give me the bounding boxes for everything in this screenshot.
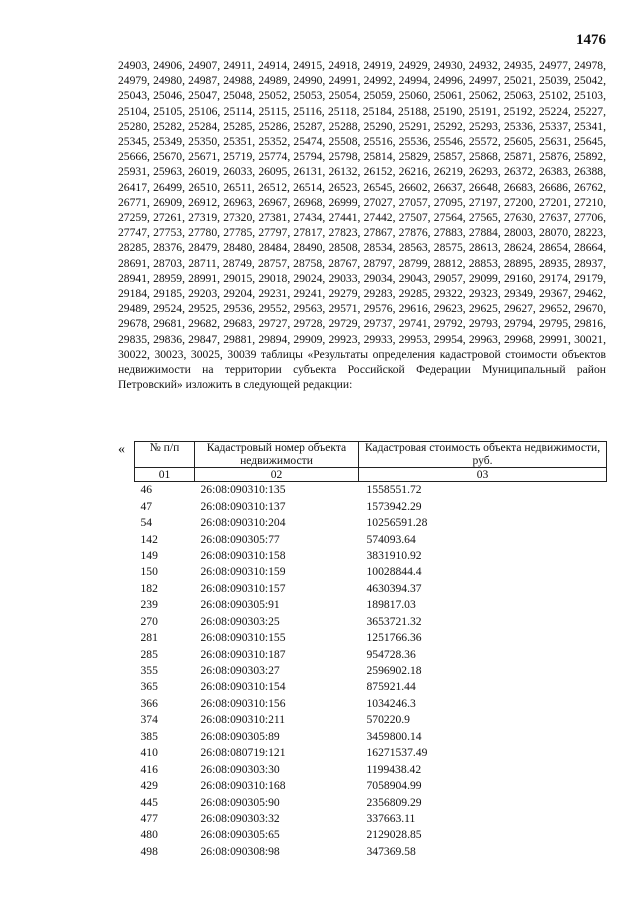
row-cadastral-value: 10256591.28 bbox=[366, 516, 428, 530]
row-cadastral-value: 1034246.3 bbox=[366, 696, 416, 710]
column-number: 03 bbox=[359, 468, 607, 482]
row-index: 355 bbox=[140, 664, 158, 678]
row-cadastral-number: 26:08:090310:156 bbox=[200, 696, 286, 710]
row-cadastral-value: 1199438.42 bbox=[366, 762, 422, 776]
page-number: 1476 bbox=[576, 32, 606, 48]
row-cadastral-number: 26:08:090305:91 bbox=[200, 598, 280, 612]
row-cadastral-value: 16271537.49 bbox=[366, 746, 428, 760]
table-row bbox=[135, 712, 607, 728]
table-row bbox=[135, 778, 607, 794]
row-cadastral-number: 26:08:080719:121 bbox=[200, 746, 286, 760]
row-cadastral-value: 7058904.99 bbox=[366, 779, 422, 793]
row-cadastral-number: 26:08:090310:211 bbox=[200, 713, 286, 727]
table-row bbox=[135, 548, 607, 564]
row-cadastral-number: 26:08:090310:158 bbox=[200, 548, 286, 562]
row-cadastral-number: 26:08:090303:30 bbox=[200, 762, 280, 776]
table-row bbox=[135, 761, 607, 777]
column-number: 02 bbox=[195, 468, 359, 482]
header-cadastral-value: Кадастровая стоимость объекта недвижимости, руб. bbox=[359, 442, 607, 468]
table-row bbox=[135, 515, 607, 531]
row-cadastral-value: 1558551.72 bbox=[366, 483, 422, 497]
table-row bbox=[135, 663, 607, 679]
row-index: 149 bbox=[140, 548, 158, 562]
row-index: 366 bbox=[140, 696, 158, 710]
header-cadastral-number: Кадастровый номер объекта недвижимости bbox=[195, 442, 359, 468]
table-row bbox=[135, 811, 607, 827]
row-cadastral-value: 1573942.29 bbox=[366, 499, 422, 513]
row-cadastral-value: 10028844.4 bbox=[366, 565, 422, 579]
table-body bbox=[135, 482, 607, 861]
row-index: 365 bbox=[140, 680, 158, 694]
row-cadastral-value: 4630394.37 bbox=[366, 581, 422, 595]
row-index: 285 bbox=[140, 647, 158, 661]
row-index: 182 bbox=[140, 581, 158, 595]
opening-quote: « bbox=[118, 442, 125, 457]
row-index: 477 bbox=[140, 811, 158, 825]
row-cadastral-value: 570220.9 bbox=[366, 713, 410, 727]
body-paragraph: 24903, 24906, 24907, 24911, 24914, 24915, 24918, 24919, 24929, 24930, 24932, 24935, 24977, 24978, 24979, 24980, 24987, 24988, 24989, 24990, 24991, 24992, 24994, 24996, 24997, 25021, 25039, 25042, 25043, 25046, 25047, 25048, 25052, 25053, 25054, 25059, 25060, 25061, 25062, 25063, 25102, 25103, 25104, 25105, 25106, 25114, 25115, 25116, 25118, 25184, 25188, 25190, 25191, 25192, 25224, 25227, 25280, 25282, 25284, 25285, 25286, 25287, 25288, 25290, 25291, 25292, 25293, 25336, 25337, 25341, 25345, 25349, 25350, 25351, 25352, 25474, 25508, 25516, 25536, 25546, 25572, 25605, 25631, 25645, 25666, 25670, 25671, 25719, 25774, 25794, 25798, 25814, 25829, 25857, 25868, 25871, 25876, 25892, 25931, 25963, 26019, 26033, 26095, 26131, 26132, 26152, 26216, 26219, 26293, 26372, 26383, 26388, 26417, 26499, 26510, 26511, 26512, 26514, 26523, 26545, 26602, 26637, 26648, 26683, 26686, 26762, 26771, 26909, 26912, 26963, 26967, 26968, 26999, 27027, 27057, 27095, 27197, 27200, 27201, 27210, 27259, 27261, 27319, 27320, 27381, 27434, 27441, 27442, 27507, 27564, 27565, 27630, 27637, 27706, 27747, 27753, 27780, 27785, 27797, 27817, 27823, 27867, 27876, 27883, 27884, 28003, 28070, 28223, 28285, 28376, 28479, 28480, 28484, 28490, 28508, 28534, 28563, 28575, 28613, 28624, 28654, 28664, 28691, 28703, 28711, 28749, 28757, 28758, 28767, 28797, 28799, 28812, 28853, 28895, 28935, 28937, 28941, 28959, 28991, 29015, 29018, 29024, 29033, 29034, 29043, 29057, 29099, 29160, 29174, 29179, 29184, 29185, 29203, 29204, 29231, 29241, 29279, 29283, 29285, 29322, 29323, 29349, 29367, 29462, 29489, 29524, 29525, 29536, 29552, 29563, 29571, 29576, 29616, 29623, 29625, 29627, 29652, 29670, 29678, 29681, 29682, 29683, 29727, 29728, 29729, 29737, 29741, 29792, 29793, 29794, 29795, 29816, 29835, 29836, 29847, 29881, 29894, 29909, 29923, 29933, 29953, 29954, 29963, 29968, 29991, 30021, 30022, 30023, 30025, 30039 таблицы «Результаты определения кадастровой стоимости объектов недвижимости на территории субъекта Российской Федерации Муниципальный район Петровский» изложить в следующей редакции: bbox=[118, 59, 606, 392]
row-cadastral-number: 26:08:090310:187 bbox=[200, 647, 286, 661]
table-row bbox=[135, 646, 607, 662]
header-index: № п/п bbox=[135, 442, 195, 468]
row-cadastral-value: 574093.64 bbox=[366, 532, 416, 546]
row-index: 281 bbox=[140, 631, 158, 645]
column-number: 01 bbox=[135, 468, 195, 482]
table-row bbox=[135, 794, 607, 810]
table-row bbox=[135, 729, 607, 745]
row-index: 46 bbox=[140, 483, 153, 497]
row-cadastral-number: 26:08:090310:204 bbox=[200, 516, 286, 530]
table-row bbox=[135, 564, 607, 580]
row-index: 270 bbox=[140, 614, 158, 628]
row-index: 410 bbox=[140, 746, 158, 760]
row-cadastral-value: 2596902.18 bbox=[366, 664, 422, 678]
table-row bbox=[135, 679, 607, 695]
table-row bbox=[135, 844, 607, 860]
table-row bbox=[135, 827, 607, 843]
table-row bbox=[135, 745, 607, 761]
row-index: 47 bbox=[140, 499, 153, 513]
row-cadastral-value: 3831910.92 bbox=[366, 548, 422, 562]
row-cadastral-number: 26:08:090305:89 bbox=[200, 729, 280, 743]
row-cadastral-number: 26:08:090305:77 bbox=[200, 532, 280, 546]
row-index: 498 bbox=[140, 844, 158, 858]
table-row bbox=[135, 614, 607, 630]
row-index: 239 bbox=[140, 598, 158, 612]
row-cadastral-value: 954728.36 bbox=[366, 647, 416, 661]
row-index: 54 bbox=[140, 516, 153, 530]
row-cadastral-number: 26:08:090310:155 bbox=[200, 631, 286, 645]
row-cadastral-number: 26:08:090305:65 bbox=[200, 828, 280, 842]
table-row bbox=[135, 531, 607, 547]
row-index: 445 bbox=[140, 795, 158, 809]
row-cadastral-number: 26:08:090303:27 bbox=[200, 664, 280, 678]
row-cadastral-number: 26:08:090308:98 bbox=[200, 844, 280, 858]
table-row bbox=[135, 696, 607, 712]
table-header-row bbox=[135, 442, 607, 468]
row-cadastral-value: 189817.03 bbox=[366, 598, 416, 612]
table-row bbox=[135, 630, 607, 646]
row-cadastral-value: 3653721.32 bbox=[366, 614, 422, 628]
table-row bbox=[135, 597, 607, 613]
table-row bbox=[135, 581, 607, 597]
row-index: 142 bbox=[140, 532, 158, 546]
row-cadastral-value: 3459800.14 bbox=[366, 729, 422, 743]
row-index: 416 bbox=[140, 762, 158, 776]
row-index: 385 bbox=[140, 729, 158, 743]
row-index: 374 bbox=[140, 713, 158, 727]
row-cadastral-value: 1251766.36 bbox=[366, 631, 422, 645]
row-cadastral-number: 26:08:090310:159 bbox=[200, 565, 286, 579]
row-cadastral-value: 875921.44 bbox=[366, 680, 416, 694]
row-cadastral-number: 26:08:090310:135 bbox=[200, 483, 286, 497]
table-row bbox=[135, 482, 607, 499]
row-cadastral-number: 26:08:090310:157 bbox=[200, 581, 286, 595]
cadastral-value-table bbox=[134, 441, 607, 860]
table-row bbox=[135, 498, 607, 514]
row-cadastral-number: 26:08:090310:168 bbox=[200, 779, 286, 793]
row-cadastral-value: 347369.58 bbox=[366, 844, 416, 858]
row-cadastral-value: 337663.11 bbox=[366, 811, 416, 825]
row-index: 480 bbox=[140, 828, 158, 842]
row-cadastral-number: 26:08:090303:32 bbox=[200, 811, 280, 825]
table-column-number-row bbox=[135, 468, 607, 482]
row-cadastral-value: 2356809.29 bbox=[366, 795, 422, 809]
row-index: 150 bbox=[140, 565, 158, 579]
row-cadastral-number: 26:08:090305:90 bbox=[200, 795, 280, 809]
row-cadastral-number: 26:08:090310:154 bbox=[200, 680, 286, 694]
row-cadastral-number: 26:08:090303:25 bbox=[200, 614, 280, 628]
row-cadastral-value: 2129028.85 bbox=[366, 828, 422, 842]
row-index: 429 bbox=[140, 779, 158, 793]
row-cadastral-number: 26:08:090310:137 bbox=[200, 499, 286, 513]
